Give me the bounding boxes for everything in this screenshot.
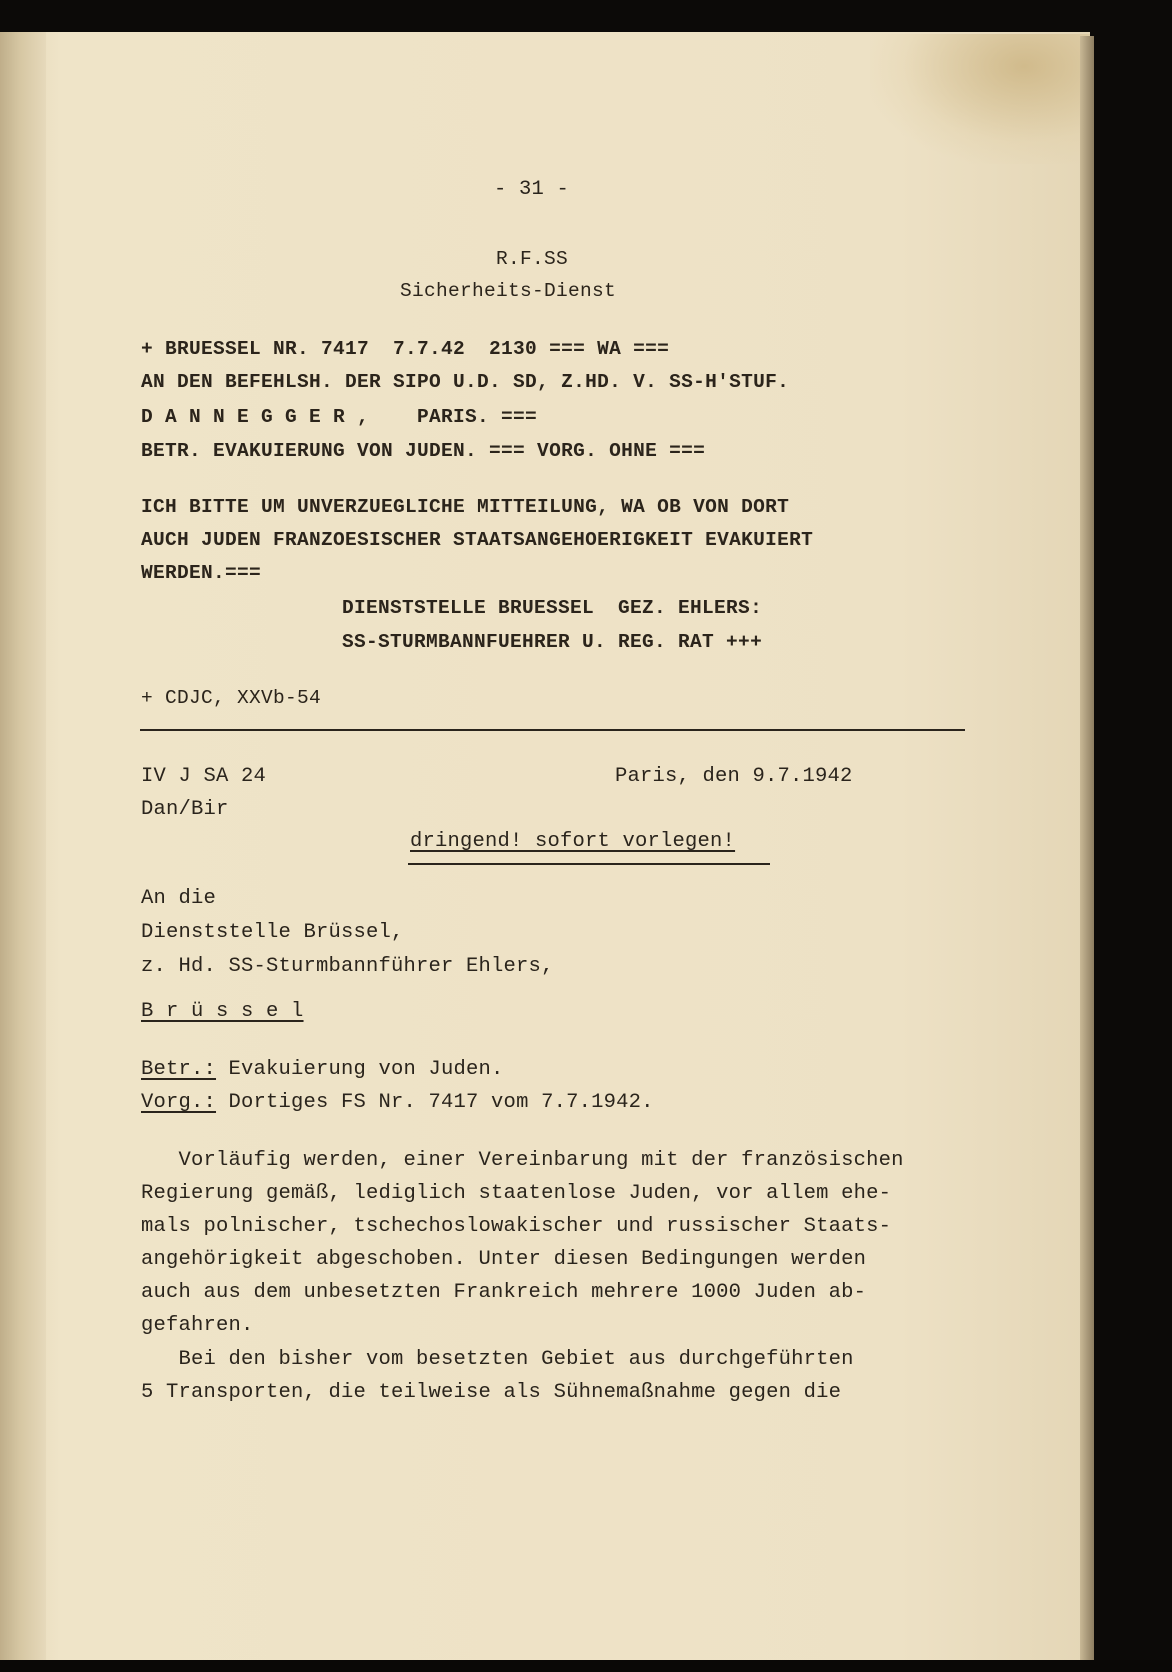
page-binding-shadow — [0, 32, 46, 1662]
body-line: mals polnischer, tschechoslowakischer und russischer Staats- — [141, 1215, 892, 1238]
address-city: B r ü s s e l — [141, 1000, 304, 1023]
telegram-signature-2: SS-STURMBANNFUEHRER U. REG. RAT +++ — [342, 631, 763, 653]
letter-reference: IV J SA 24 — [141, 765, 267, 788]
body-line: angehörigkeit abgeschoben. Unter diesen Bedingungen werden — [141, 1248, 867, 1271]
body-line: Vorläufig werden, einer Vereinbarung mit der französischen — [141, 1149, 904, 1172]
body-line: Regierung gemäß, lediglich staatenlose Juden, vor allem ehe- — [141, 1182, 892, 1205]
page-edge — [1080, 36, 1094, 1660]
body-line: auch aus dem unbesetzten Frankreich mehrere 1000 Juden ab- — [141, 1281, 867, 1304]
subject-text: Evakuierung von Juden. — [216, 1058, 504, 1081]
bottom-border — [0, 1660, 1172, 1672]
telegram-signature-1: DIENSTSTELLE BRUESSEL GEZ. EHLERS: — [342, 597, 763, 619]
subject-line — [141, 1057, 504, 1083]
telegram-header-sender: R.F.SS — [496, 248, 569, 270]
reference-label: Vorg.: — [141, 1091, 217, 1114]
body-line: Bei den bisher vom besetzten Gebiet aus durchgeführten — [141, 1348, 854, 1371]
reference-line — [141, 1090, 654, 1116]
letter-initials: Dan/Bir — [141, 798, 229, 821]
section-divider — [140, 729, 965, 731]
subject-label: Betr.: — [141, 1058, 217, 1081]
body-line: 5 Transporten, die teilweise als Sühnemaßnahme gegen die — [141, 1381, 842, 1404]
urgent-note: dringend! sofort vorlegen! — [410, 830, 736, 853]
paper-stain — [870, 34, 1090, 164]
source-reference: + CDJC, XXVb-54 — [141, 687, 322, 709]
telegram-line-1: + BRUESSEL NR. 7417 7.7.42 2130 === WA === — [141, 338, 670, 360]
telegram-line-4: BETR. EVAKUIERUNG VON JUDEN. === VORG. OHNE === — [141, 440, 706, 462]
telegram-body-1: ICH BITTE UM UNVERZUEGLICHE MITTEILUNG, WA OB VON DORT — [141, 496, 790, 518]
urgent-note-double-underline — [408, 863, 770, 865]
body-line: gefahren. — [141, 1314, 254, 1337]
address-line-2: Dienststelle Brüssel, — [141, 921, 404, 944]
page-number: - 31 - — [494, 178, 570, 201]
reference-text: Dortiges FS Nr. 7417 vom 7.7.1942. — [216, 1091, 654, 1114]
telegram-header-service: Sicherheits-Dienst — [400, 280, 617, 302]
telegram-body-2: AUCH JUDEN FRANZOESISCHER STAATSANGEHOERIGKEIT EVAKUIERT — [141, 529, 814, 551]
address-line-1: An die — [141, 887, 217, 910]
telegram-line-2: AN DEN BEFEHLSH. DER SIPO U.D. SD, Z.HD. V. SS-H'STUF. — [141, 371, 790, 393]
address-line-3: z. Hd. SS-Sturmbannführer Ehlers, — [141, 955, 554, 978]
telegram-line-3: D A N N E G G E R , PARIS. === — [141, 406, 538, 428]
letter-place-date: Paris, den 9.7.1942 — [615, 765, 853, 788]
telegram-body-3: WERDEN.=== — [141, 562, 262, 584]
